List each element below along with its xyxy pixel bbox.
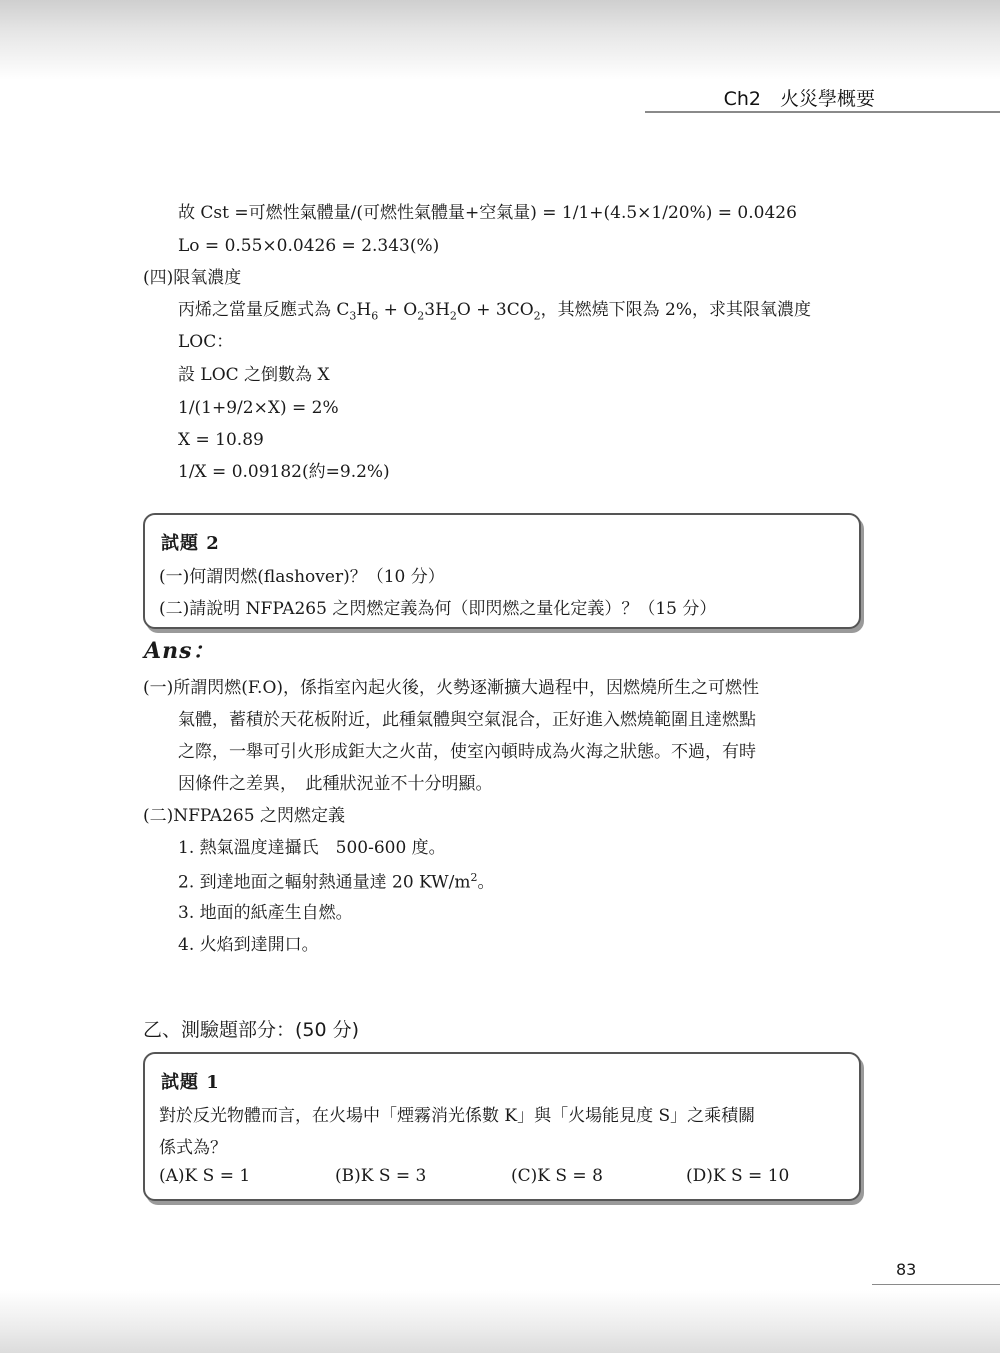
- question-2-box: [143, 513, 861, 629]
- loc-step-3: X = 10.89: [178, 430, 264, 450]
- page-number: 83: [896, 1260, 917, 1279]
- loc-step-1: 設 LOC 之倒數為 X: [178, 365, 330, 385]
- answer-1-line2: 氣體，蓄積於天花板附近，此種氣體與空氣混合，正好進入燃燒範圍且達燃點: [178, 710, 756, 730]
- cst-formula: 故 Cst =可燃性氣體量/(可燃性氣體量+空氣量) = 1/1+(4.5×1/20%) = 0.0426: [178, 203, 797, 223]
- choice-d: (D)K S = 10: [686, 1166, 790, 1186]
- question-1-text-line1: 對於反光物體而言，在火場中「煙霧消光係數 K」與「火場能見度 S」之乘積關: [159, 1106, 756, 1126]
- definition-item-1: 1. 熱氣溫度達攝氏 500-600 度。: [178, 838, 446, 858]
- header-band: [0, 0, 1000, 80]
- choice-a: (A)K S = 1: [159, 1166, 251, 1186]
- choice-c: (C)K S = 8: [511, 1166, 603, 1186]
- answer-1-line1: (一)所謂閃燃(F.O)，係指室內起火後，火勢逐漸擴大過程中，因燃燒所生之可燃性: [143, 678, 760, 698]
- answer-label: Ans：: [144, 638, 216, 664]
- question-2-part2: (二)請說明 NFPA265 之閃燃定義為何（即閃燃之量化定義）？（15 分）: [159, 599, 717, 619]
- answer-2-heading: (二)NFPA265 之閃燃定義: [143, 806, 345, 826]
- header-rule: [645, 111, 1000, 113]
- footer-rule: [872, 1284, 1000, 1285]
- loc-question-line1: 丙烯之當量反應式為 $C_3H_6 + O_23H_2O + 3CO_2$，其燃燒下限為 2%，求其限氧濃度: [178, 300, 812, 323]
- footer-band: [0, 1290, 1000, 1353]
- answer-1-line3: 之際，一舉可引火形成鉅大之火苗，使室內頓時成為火海之狀態。不過，有時: [178, 742, 756, 762]
- loc-question-line2: LOC：: [178, 332, 234, 352]
- lo-formula: Lo = 0.55×0.0426 = 2.343(%): [178, 236, 440, 256]
- question-1-box: [143, 1052, 861, 1201]
- section-heading: 乙、測驗題部分：(50 分): [143, 1019, 360, 1041]
- question-1-title: 試題 1: [161, 1072, 220, 1093]
- choice-b: (B)K S = 3: [335, 1166, 427, 1186]
- loc-step-2: 1/(1+9/2×X) = 2%: [178, 398, 339, 418]
- loc-heading: (四)限氧濃度: [143, 268, 242, 288]
- definition-item-2: 2. 到達地面之輻射熱通量達 20 $KW/m^2$。: [178, 871, 495, 893]
- question-1-text-line2: 係式為？: [159, 1138, 227, 1158]
- definition-item-3: 3. 地面的紙產生自燃。: [178, 903, 353, 923]
- answer-1-line4: 因條件之差異， 此種狀況並不十分明顯。: [178, 774, 493, 794]
- question-2-title: 試題 2: [161, 533, 220, 554]
- loc-step-4: 1/X = 0.09182(約=9.2%): [178, 462, 390, 482]
- definition-item-4: 4. 火焰到達開口。: [178, 935, 319, 955]
- question-2-part1: (一)何謂閃燃(flashover)？（10 分）: [159, 567, 445, 587]
- chapter-title: Ch2 火災學概要: [723, 88, 875, 110]
